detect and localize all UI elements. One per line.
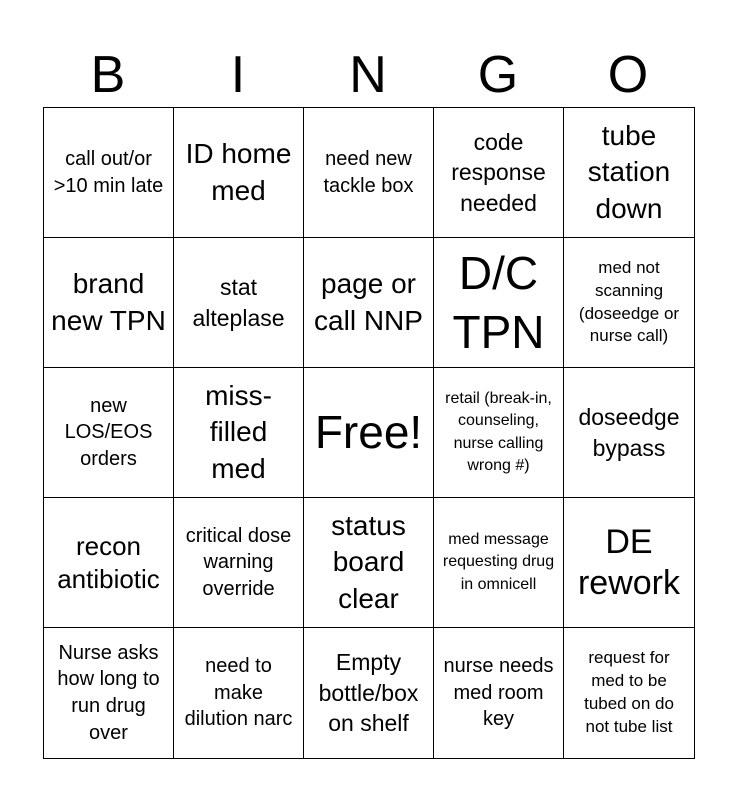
free-space-cell[interactable]: Free! bbox=[304, 368, 434, 498]
bingo-cell[interactable]: doseedge bypass bbox=[564, 368, 694, 498]
bingo-cell[interactable]: call out/or >10 min late bbox=[44, 108, 174, 238]
header-letter-g: G bbox=[477, 46, 519, 104]
bingo-cell[interactable]: miss-filled med bbox=[174, 368, 304, 498]
bingo-cell[interactable]: retail (break-in, counseling, nurse calling wrong #) bbox=[434, 368, 564, 498]
header-letter-i: I bbox=[230, 46, 246, 104]
bingo-cell[interactable]: DE rework bbox=[564, 498, 694, 628]
bingo-cell[interactable]: need new tackle box bbox=[304, 108, 434, 238]
bingo-header bbox=[43, 44, 693, 106]
bingo-cell[interactable]: ID home med bbox=[174, 108, 304, 238]
bingo-cell[interactable]: request for med to be tubed on do not tube list bbox=[584, 648, 674, 736]
bingo-cell[interactable]: critical dose warning override bbox=[174, 498, 304, 628]
bingo-cell[interactable]: new LOS/EOS orders bbox=[44, 368, 174, 498]
bingo-cell[interactable]: stat alteplase bbox=[174, 238, 304, 368]
bingo-cell[interactable]: brand new TPN bbox=[44, 238, 174, 368]
header-letter-b: B bbox=[90, 46, 126, 104]
bingo-cell[interactable]: recon antibiotic bbox=[44, 498, 174, 628]
header-letter-n: N bbox=[349, 46, 387, 104]
bingo-cell[interactable]: status board clear bbox=[304, 498, 434, 628]
bingo-cell[interactable]: med message requesting drug in omnicell bbox=[434, 498, 564, 628]
bingo-cell[interactable]: D/C TPN bbox=[434, 238, 564, 368]
bingo-cell[interactable]: Nurse asks how long to run drug over bbox=[44, 628, 174, 758]
bingo-board bbox=[43, 107, 695, 759]
bingo-cell[interactable]: page or call NNP bbox=[304, 238, 434, 368]
bingo-cell[interactable]: nurse needs med room key bbox=[434, 628, 564, 758]
bingo-cell[interactable]: med not scanning (doseedge or nurse call) bbox=[564, 238, 694, 368]
bingo-cell[interactable]: need to make dilution narc bbox=[174, 628, 304, 758]
bingo-cell[interactable]: code response needed bbox=[434, 108, 564, 238]
header-letter-o: O bbox=[607, 46, 649, 104]
bingo-cell[interactable]: tube station down bbox=[564, 108, 694, 238]
bingo-cell[interactable]: Empty bottle/box on shelf bbox=[304, 628, 434, 758]
